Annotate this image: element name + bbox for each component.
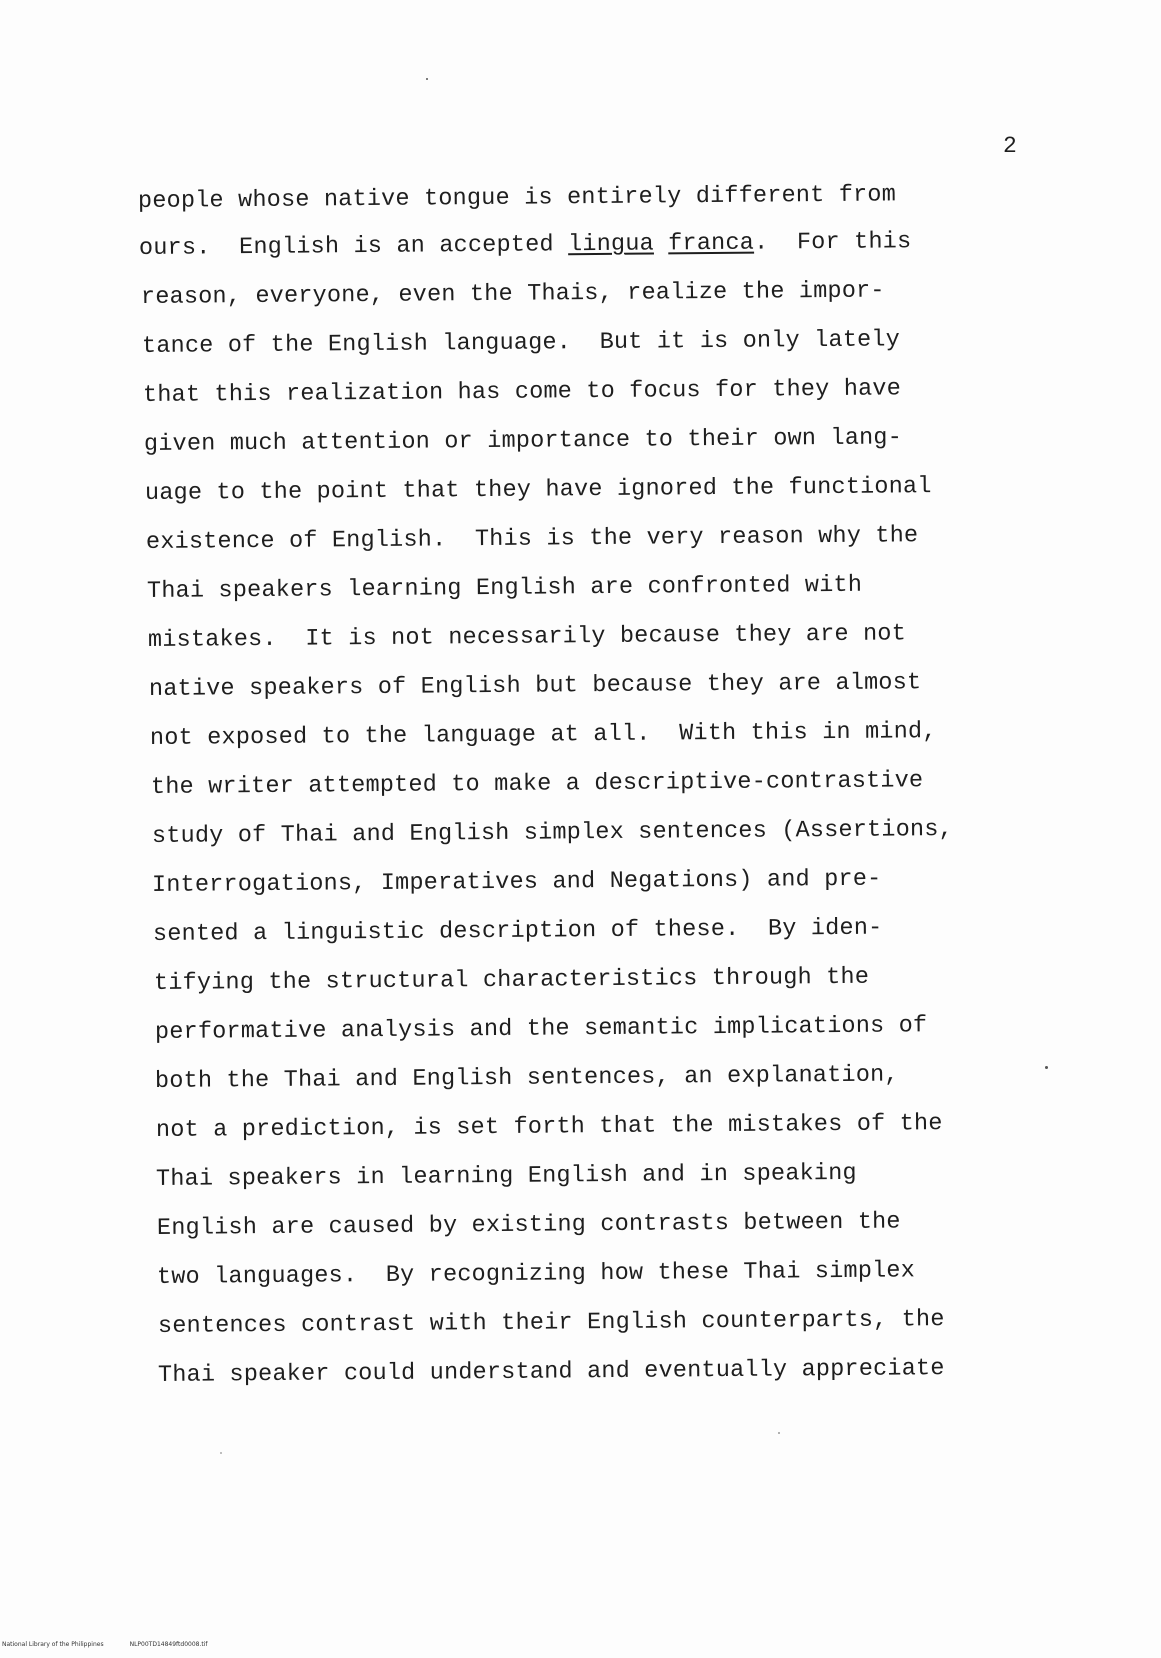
text-line: that this realization has come to focus for they have bbox=[142, 375, 902, 409]
text-run: ours. English is an accepted bbox=[138, 231, 569, 262]
text-line: Thai speakers in learning English and in speaking bbox=[155, 1159, 857, 1193]
text-line: native speakers of English but because they are almost bbox=[148, 669, 922, 703]
text-line: the writer attempted to make a descriptive-contrastive bbox=[150, 767, 924, 801]
text-line: Thai speakers learning English are confronted with bbox=[146, 571, 863, 605]
text-line: tifying the structural characteristics through the bbox=[153, 963, 870, 997]
text-line: not a prediction, is set forth that the mistakes of the bbox=[155, 1110, 943, 1144]
file-name: NLP00TD14849ftd0008.tif bbox=[129, 1641, 208, 1648]
text-line: people whose native tongue is entirely different from bbox=[137, 181, 897, 215]
text-line: given much attention or importance to their own lang- bbox=[143, 424, 903, 458]
text-line: not exposed to the language at all. With this in mind, bbox=[149, 718, 937, 752]
scan-speck bbox=[778, 1432, 780, 1434]
text-run bbox=[654, 230, 669, 257]
text-line: two languages. By recognizing how these Thai simplex bbox=[156, 1257, 916, 1291]
text-run: . For this bbox=[753, 228, 912, 257]
scan-footer bbox=[2, 1641, 208, 1648]
library-credit: National Library of the Philippines bbox=[2, 1641, 104, 1648]
text-line: existence of English. This is the very reason why the bbox=[145, 522, 919, 556]
text-line: uage to the point that they have ignored the functional bbox=[144, 473, 932, 507]
text-line: Thai speaker could understand and eventually appreciate bbox=[157, 1355, 945, 1389]
text-line: sentences contrast with their English counterparts, the bbox=[157, 1306, 945, 1340]
page-number: 2 bbox=[1003, 133, 1017, 159]
text-line: English are caused by existing contrasts between the bbox=[156, 1208, 901, 1242]
text-line: study of Thai and English simplex sentences (Assertions, bbox=[151, 816, 954, 850]
text-line bbox=[139, 228, 912, 262]
text-line: performative analysis and the semantic implications of bbox=[154, 1012, 928, 1046]
text-line: mistakes. It is not necessarily because they are not bbox=[147, 620, 907, 654]
underlined-term: lingua bbox=[567, 230, 655, 259]
scan-speck bbox=[1045, 1066, 1048, 1069]
text-line: reason, everyone, even the Thais, realize the impor- bbox=[140, 277, 885, 311]
underlined-term: franca bbox=[668, 229, 755, 258]
text-line: sented a linguistic description of these. By iden- bbox=[152, 914, 883, 948]
scan-speck bbox=[220, 1452, 222, 1454]
text-line: both the Thai and English sentences, an explanation, bbox=[154, 1061, 899, 1095]
scan-speck bbox=[426, 78, 428, 80]
text-line: Interrogations, Imperatives and Negations) and pre- bbox=[151, 865, 882, 899]
text-line: tance of the English language. But it is only lately bbox=[141, 326, 901, 360]
